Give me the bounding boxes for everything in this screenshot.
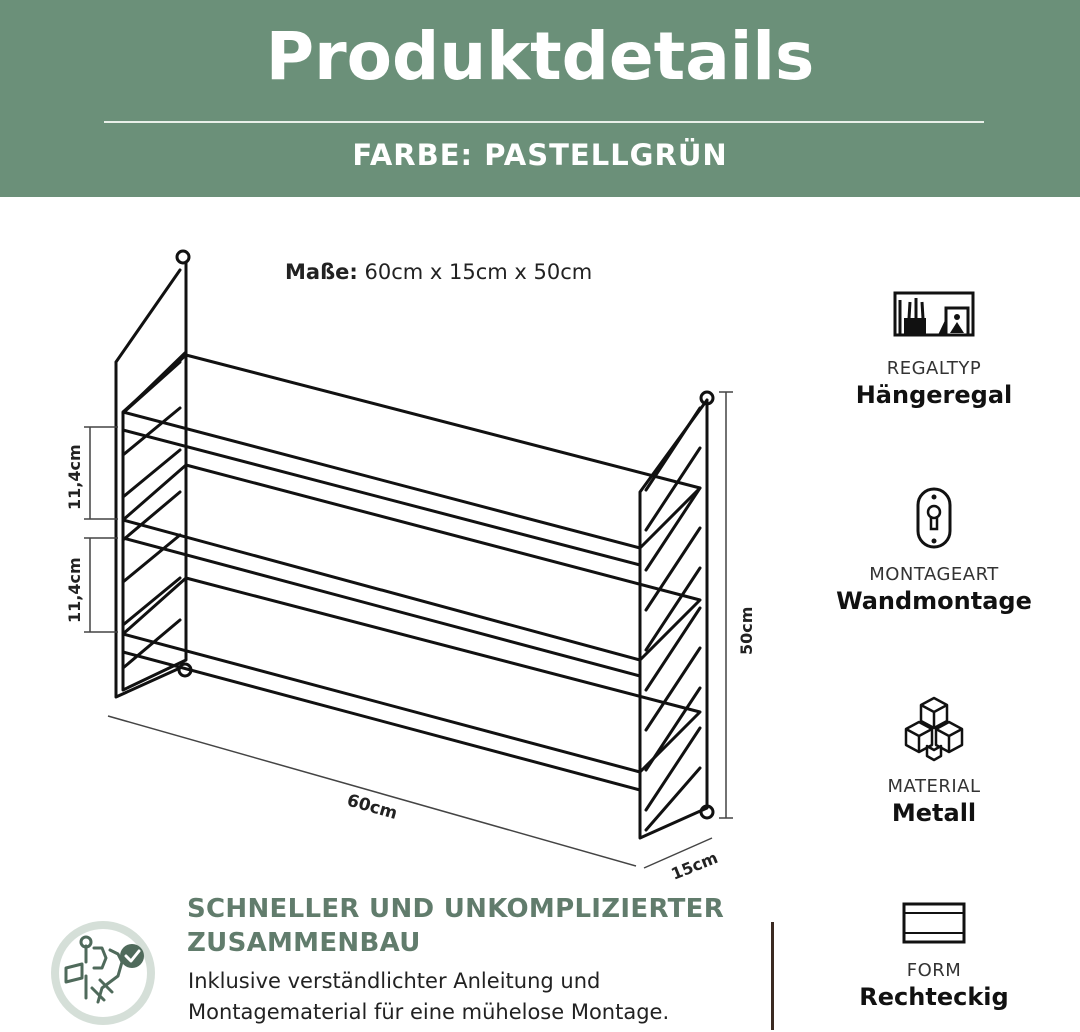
assembly-tools-icon <box>48 918 158 1028</box>
spec-label: REGALTYP <box>886 358 982 379</box>
rectangle-form-icon <box>902 900 966 946</box>
spec-label: MATERIAL <box>887 776 981 797</box>
section-divider <box>771 922 774 1030</box>
dimensions-value: 60cm x 15cm x 50cm <box>364 260 593 284</box>
wall-mount-keyhole-icon <box>914 486 954 552</box>
spec-material <box>820 694 1048 827</box>
spec-value: Metall <box>891 799 977 827</box>
spec-form <box>820 900 1048 1011</box>
metal-material-icon <box>899 694 969 764</box>
spec-value: Hängeregal <box>855 381 1013 409</box>
depth-label: 15cm <box>668 847 721 884</box>
shelf-frame-icon <box>892 290 976 342</box>
spec-label: MONTAGEART <box>869 564 999 585</box>
spec-label: FORM <box>906 960 962 981</box>
assembly-heading-line1: SCHNELLER UND UNKOMPLIZIERTER <box>187 894 725 924</box>
assembly-description <box>188 966 778 1028</box>
spacing-label-2: 11,4cm <box>65 557 84 623</box>
spec-montageart <box>820 486 1048 615</box>
assembly-text-line2: Montagematerial für eine mühelose Montage. <box>188 1000 670 1024</box>
spec-value: Rechteckig <box>859 983 1009 1011</box>
assembly-heading <box>187 892 777 960</box>
spacing-label-1: 11,4cm <box>65 444 84 510</box>
header-divider <box>104 121 984 123</box>
color-subtitle: FARBE: PASTELLGRÜN <box>352 138 728 172</box>
spec-regaltyp <box>820 290 1048 409</box>
page-title: Produktdetails <box>265 18 815 95</box>
header-banner <box>0 0 1080 197</box>
assembly-heading-line2: ZUSAMMENBAU <box>187 928 421 958</box>
spec-value: Wandmontage <box>836 587 1032 615</box>
assembly-text-line1: Inklusive verständlichter Anleitung und <box>188 969 601 993</box>
height-label: 50cm <box>737 606 756 655</box>
dimensions-label: Maße: <box>285 260 358 284</box>
shelf-technical-drawing <box>0 197 780 897</box>
width-label: 60cm <box>344 790 400 824</box>
